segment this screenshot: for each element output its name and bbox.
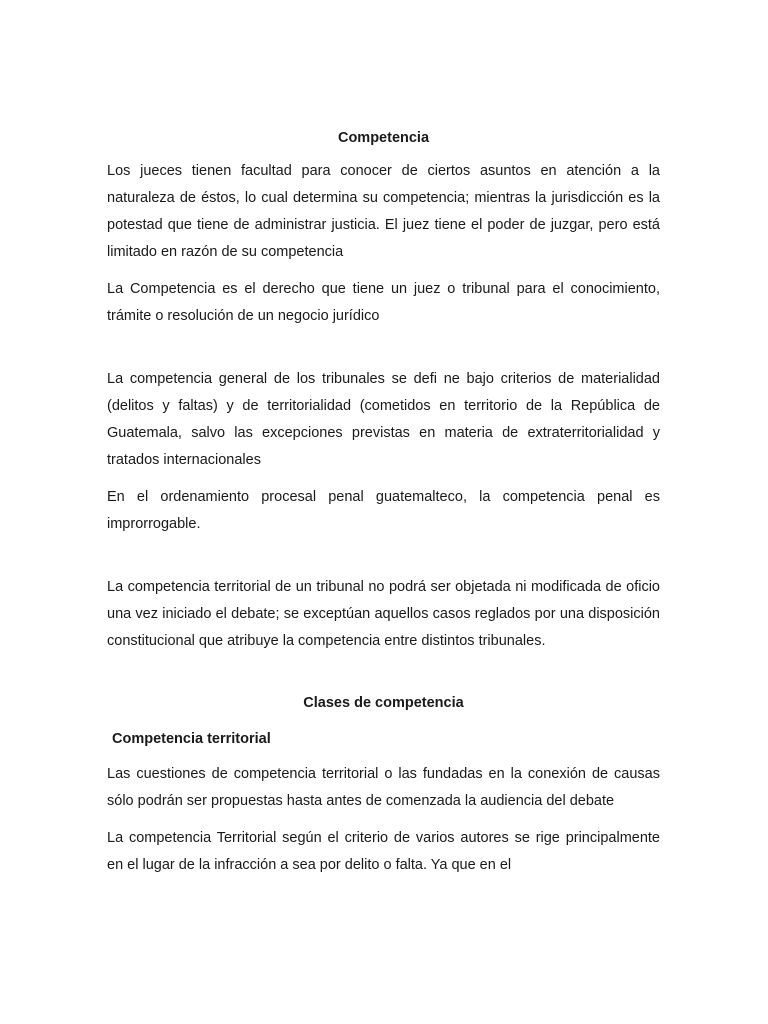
page-title: Competencia [337,130,430,146]
spacer [107,340,660,366]
section-title: Clases de competencia [303,695,464,711]
paragraph: En el ordenamiento procesal penal guatemalteco, la competencia penal es improrrogable. [107,489,660,532]
spacer [107,665,660,693]
paragraph: Los jueces tienen facultad para conocer de ciertos asuntos en atención a la naturaleza de éstos, lo cual determina su competencia; mientras la jurisdicción es la potestad que tiene de administrar justicia. El juez tiene el poder de juzgar, pero está limitado en razón de su competencia [107,163,660,260]
paragraph: La competencia Territorial según el criterio de varios autores se rige principalmente en el lugar de la infracción a sea por delito o falta. Ya que en el [107,830,660,873]
paragraph: La Competencia es el derecho que tiene un juez o tribunal para el conocimiento, trámite o resolución de un negocio jurídico [107,281,660,324]
spacer [107,548,660,574]
paragraph: La competencia territorial de un tribunal no podrá ser objetada ni modificada de oficio una vez iniciado el debate; se exceptúan aquellos casos reglados por una disposición constitucional que atribuye la competencia entre distintos tribunales. [107,579,660,649]
document-page [107,128,660,889]
subsection-title: Competencia territorial [112,731,271,747]
paragraph: Las cuestiones de competencia territorial o las fundadas en la conexión de causas sólo podrán ser propuestas hasta antes de comenzada la audiencia del debate [107,766,660,809]
paragraph: La competencia general de los tribunales se defi ne bajo criterios de materialidad (delitos y faltas) y de territorialidad (cometidos en territorio de la República de Guatemala, salvo las excepciones previstas en materia de extraterritorialidad y tratados internacionales [107,371,660,468]
